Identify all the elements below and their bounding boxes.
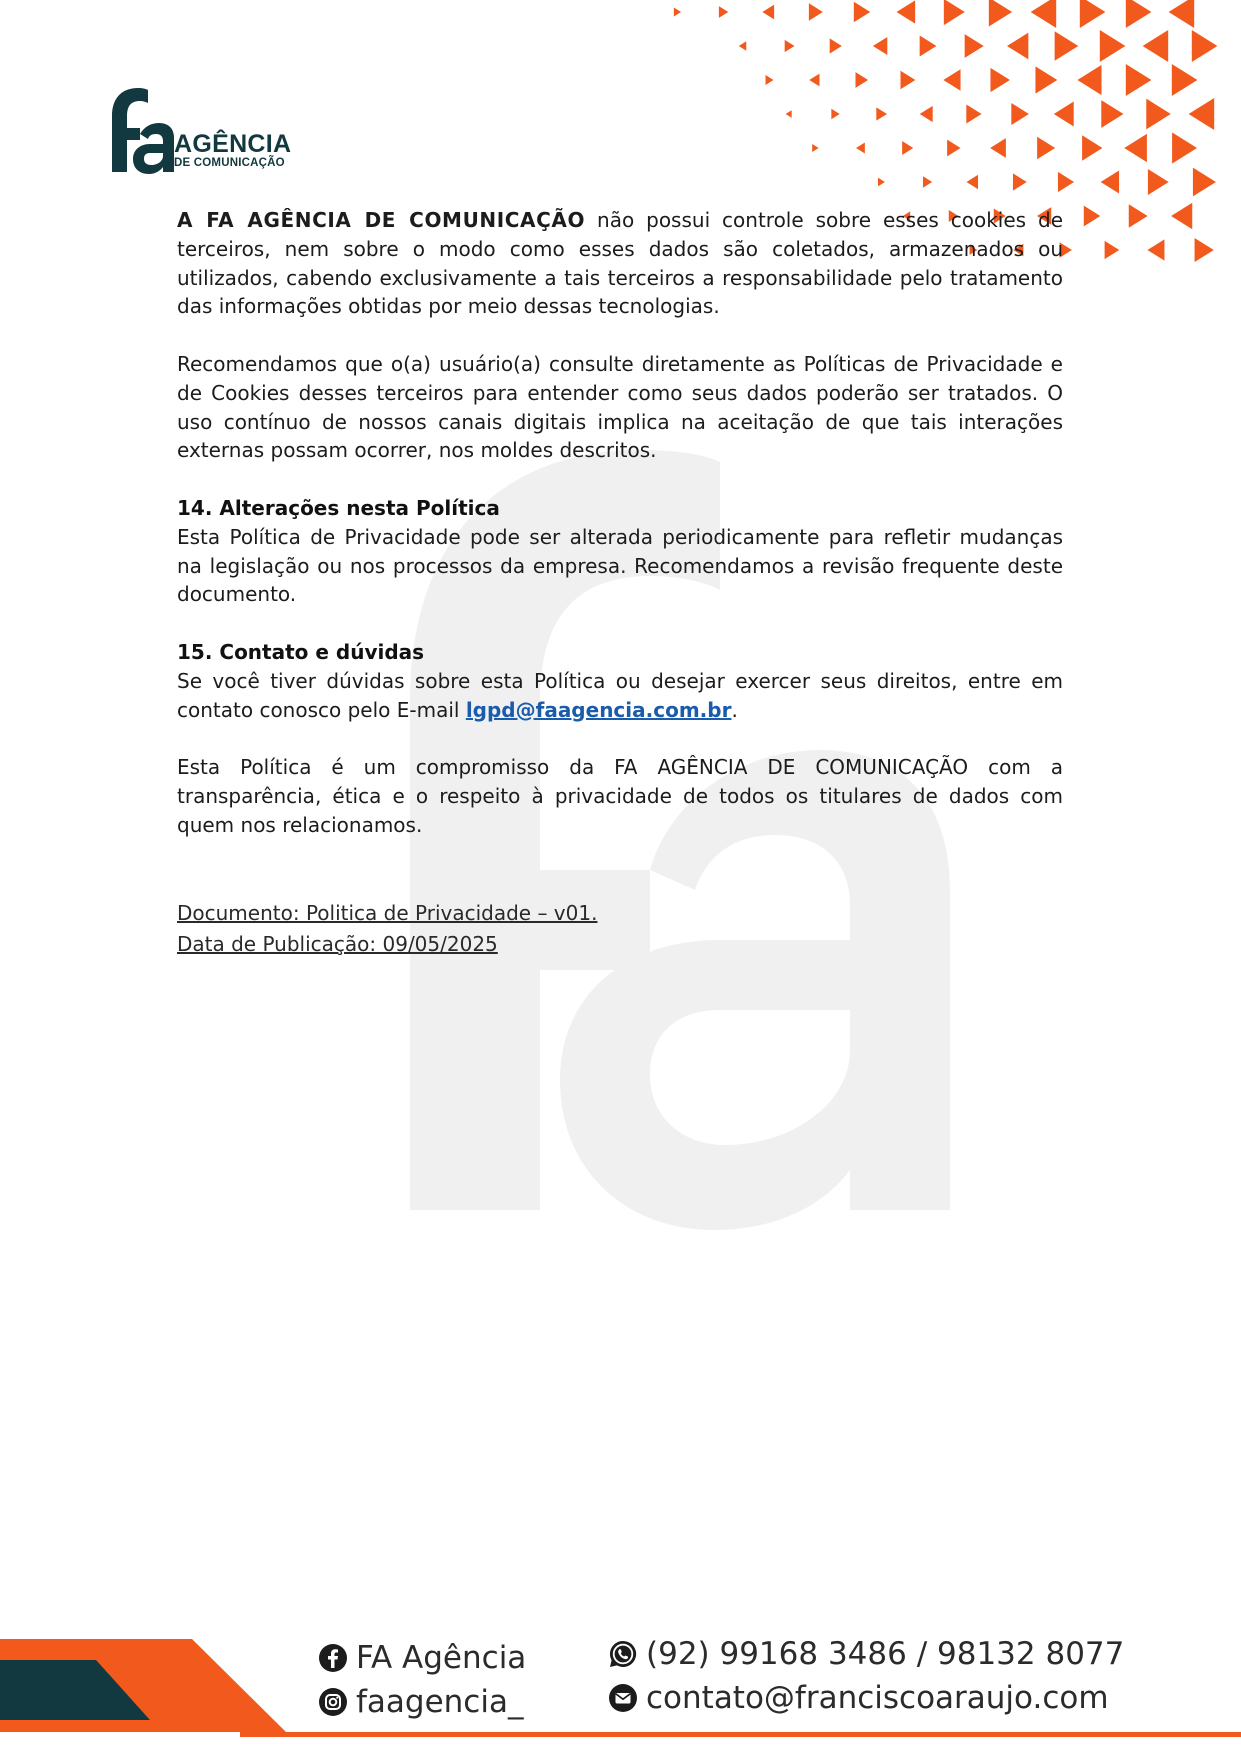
decor-triangle bbox=[1189, 98, 1215, 130]
decor-triangle bbox=[1013, 173, 1027, 190]
decor-triangle bbox=[1192, 30, 1218, 62]
decor-triangle bbox=[989, 0, 1012, 27]
facebook-icon bbox=[318, 1643, 348, 1673]
decor-triangle bbox=[1080, 0, 1106, 28]
document-version: Documento: Politica de Privacidade – v01. bbox=[177, 900, 598, 925]
decor-triangle bbox=[1172, 64, 1198, 96]
decor-triangle bbox=[1011, 103, 1029, 125]
decor-triangle bbox=[1193, 168, 1216, 197]
decor-triangle bbox=[809, 74, 819, 87]
decor-triangle bbox=[920, 106, 933, 122]
decor-triangle bbox=[1124, 134, 1147, 162]
decor-triangle bbox=[990, 68, 1009, 92]
company-logo bbox=[104, 86, 304, 176]
decor-triangle bbox=[1147, 239, 1164, 260]
decor-triangle bbox=[1126, 64, 1152, 96]
decor-triangle bbox=[856, 143, 865, 154]
section-15-intro: Se você tiver dúvidas sobre esta Política ou desejar exercer seus direitos, entre em contato conosco pelo E-mail bbox=[177, 668, 1063, 722]
whatsapp-icon bbox=[608, 1639, 638, 1669]
decor-triangle bbox=[830, 38, 842, 53]
decor-triangle bbox=[878, 178, 885, 187]
mail-icon bbox=[608, 1683, 638, 1713]
decor-triangle bbox=[1100, 30, 1126, 62]
section-15-heading: 15. Contato e dúvidas bbox=[177, 639, 425, 664]
email-contact[interactable] bbox=[608, 1676, 1124, 1720]
decor-triangle bbox=[766, 75, 774, 85]
decor-triangle bbox=[719, 6, 728, 18]
decor-triangle bbox=[1195, 238, 1214, 262]
decor-triangle bbox=[1129, 204, 1148, 228]
fa-logo-mark bbox=[104, 86, 176, 174]
decor-triangle bbox=[831, 109, 839, 119]
decor-triangle bbox=[944, 0, 965, 25]
facebook-link[interactable] bbox=[318, 1636, 526, 1680]
decor-triangle bbox=[873, 37, 887, 55]
decor-triangle bbox=[1126, 0, 1152, 28]
section-14-text: Esta Política de Privacidade pode ser alterada periodicamente para refletir mudanças na legislação ou nos processos da empresa. Recomendamos a revisão frequente deste documento. bbox=[177, 524, 1063, 607]
decor-triangle bbox=[1171, 203, 1192, 229]
footer-contact bbox=[608, 1632, 1124, 1720]
decor-triangle bbox=[990, 138, 1006, 158]
decor-triangle bbox=[1054, 102, 1074, 127]
decor-triangle bbox=[1172, 132, 1197, 163]
decor-triangle bbox=[900, 71, 915, 90]
decor-triangle bbox=[920, 36, 937, 57]
decor-triangle bbox=[1007, 33, 1028, 60]
facebook-label: FA Agência bbox=[356, 1640, 527, 1676]
decor-triangle bbox=[854, 2, 870, 22]
brand-name: AGÊNCIA bbox=[174, 130, 292, 158]
closing-paragraph: Esta Política é um compromisso da FA AGÊNCIA DE COMUNICAÇÃO com a transparência, ética e o respeito à privacidade de todos os titulares de dados com quem nos relacionamos. bbox=[177, 755, 1063, 837]
phone-contact[interactable] bbox=[608, 1632, 1124, 1676]
decor-triangle bbox=[785, 40, 795, 52]
company-name-bold: A FA AGÊNCIA DE COMUNICAÇÃO bbox=[177, 208, 586, 232]
instagram-icon bbox=[318, 1687, 348, 1717]
decor-triangle bbox=[966, 104, 981, 123]
decor-triangle bbox=[923, 176, 932, 188]
instagram-label: faagencia_ bbox=[356, 1684, 524, 1720]
decor-triangle bbox=[902, 141, 913, 155]
decor-triangle bbox=[947, 140, 960, 157]
decor-triangle bbox=[1169, 0, 1195, 28]
decor-triangle bbox=[876, 107, 887, 120]
decor-triangle bbox=[739, 41, 747, 50]
paragraph-text: não possui controle sobre esses cookies de terceiros, nem sobre o modo como esses dados são coletados, armazenados ou utilizados, cabendo exclusivamente a tais terceiros a responsabilidade pelo tratamento das informações obtidas por meio dessas tecnologias. bbox=[177, 208, 1063, 319]
privacy-email-link[interactable]: lgpd@faagencia.com.br bbox=[465, 697, 732, 722]
decor-triangle bbox=[1143, 30, 1169, 62]
document-body bbox=[177, 206, 1063, 960]
decor-triangle bbox=[809, 3, 823, 21]
decor-triangle bbox=[1031, 0, 1057, 28]
section-15-text: Se você tiver dúvidas sobre esta Política ou desejar exercer seus direitos, entre em contato conosco pelo E-mail lgpd@faagencia.com.br. bbox=[177, 668, 1063, 722]
decor-triangle bbox=[812, 144, 818, 152]
decor-triangle bbox=[1105, 241, 1120, 259]
decor-triangle bbox=[1084, 206, 1101, 227]
decor-triangle bbox=[762, 5, 774, 20]
phone-numbers: (92) 99168 3486 / 98132 8077 bbox=[646, 1636, 1125, 1672]
decor-triangle bbox=[1148, 169, 1169, 195]
decor-triangle bbox=[1082, 135, 1102, 160]
decor-triangle bbox=[674, 8, 681, 17]
decor-triangle bbox=[897, 0, 916, 23]
instagram-link[interactable] bbox=[318, 1680, 526, 1724]
decor-triangle bbox=[1146, 99, 1171, 130]
decor-triangle bbox=[786, 110, 792, 118]
contact-email: contato@franciscoaraujo.com bbox=[646, 1680, 1109, 1716]
paragraph-cookies-thirdparty bbox=[177, 206, 1063, 321]
decor-triangle bbox=[1058, 172, 1074, 192]
decor-triangle bbox=[1077, 65, 1101, 95]
decor-triangle bbox=[1101, 100, 1123, 128]
decor-triangle bbox=[1035, 66, 1057, 93]
paragraph-recommendation: Recomendamos que o(a) usuário(a) consulte diretamente as Políticas de Privacidade e de Cookies desses terceiros para entender como seus dados poderão ser tratados. O uso contínuo de nossos canais digitais implica na aceitação de que tais interações externas possam ocorrer, nos moldes descritos. bbox=[177, 351, 1063, 463]
decor-triangle bbox=[967, 175, 979, 189]
section-14-heading: 14. Alterações nesta Política bbox=[177, 495, 500, 520]
decor-triangle bbox=[943, 69, 960, 90]
decor-triangle bbox=[856, 72, 869, 88]
decor-triangle bbox=[1037, 137, 1055, 160]
decor-triangle bbox=[1101, 170, 1119, 193]
decor-triangle bbox=[965, 34, 984, 58]
footer-social bbox=[318, 1636, 526, 1724]
decor-triangle bbox=[1055, 31, 1079, 61]
publication-date: Data de Publicação: 09/05/2025 bbox=[177, 931, 498, 956]
brand-subtitle: DE COMUNICAÇÃO bbox=[174, 157, 285, 169]
document-meta bbox=[177, 898, 1063, 960]
